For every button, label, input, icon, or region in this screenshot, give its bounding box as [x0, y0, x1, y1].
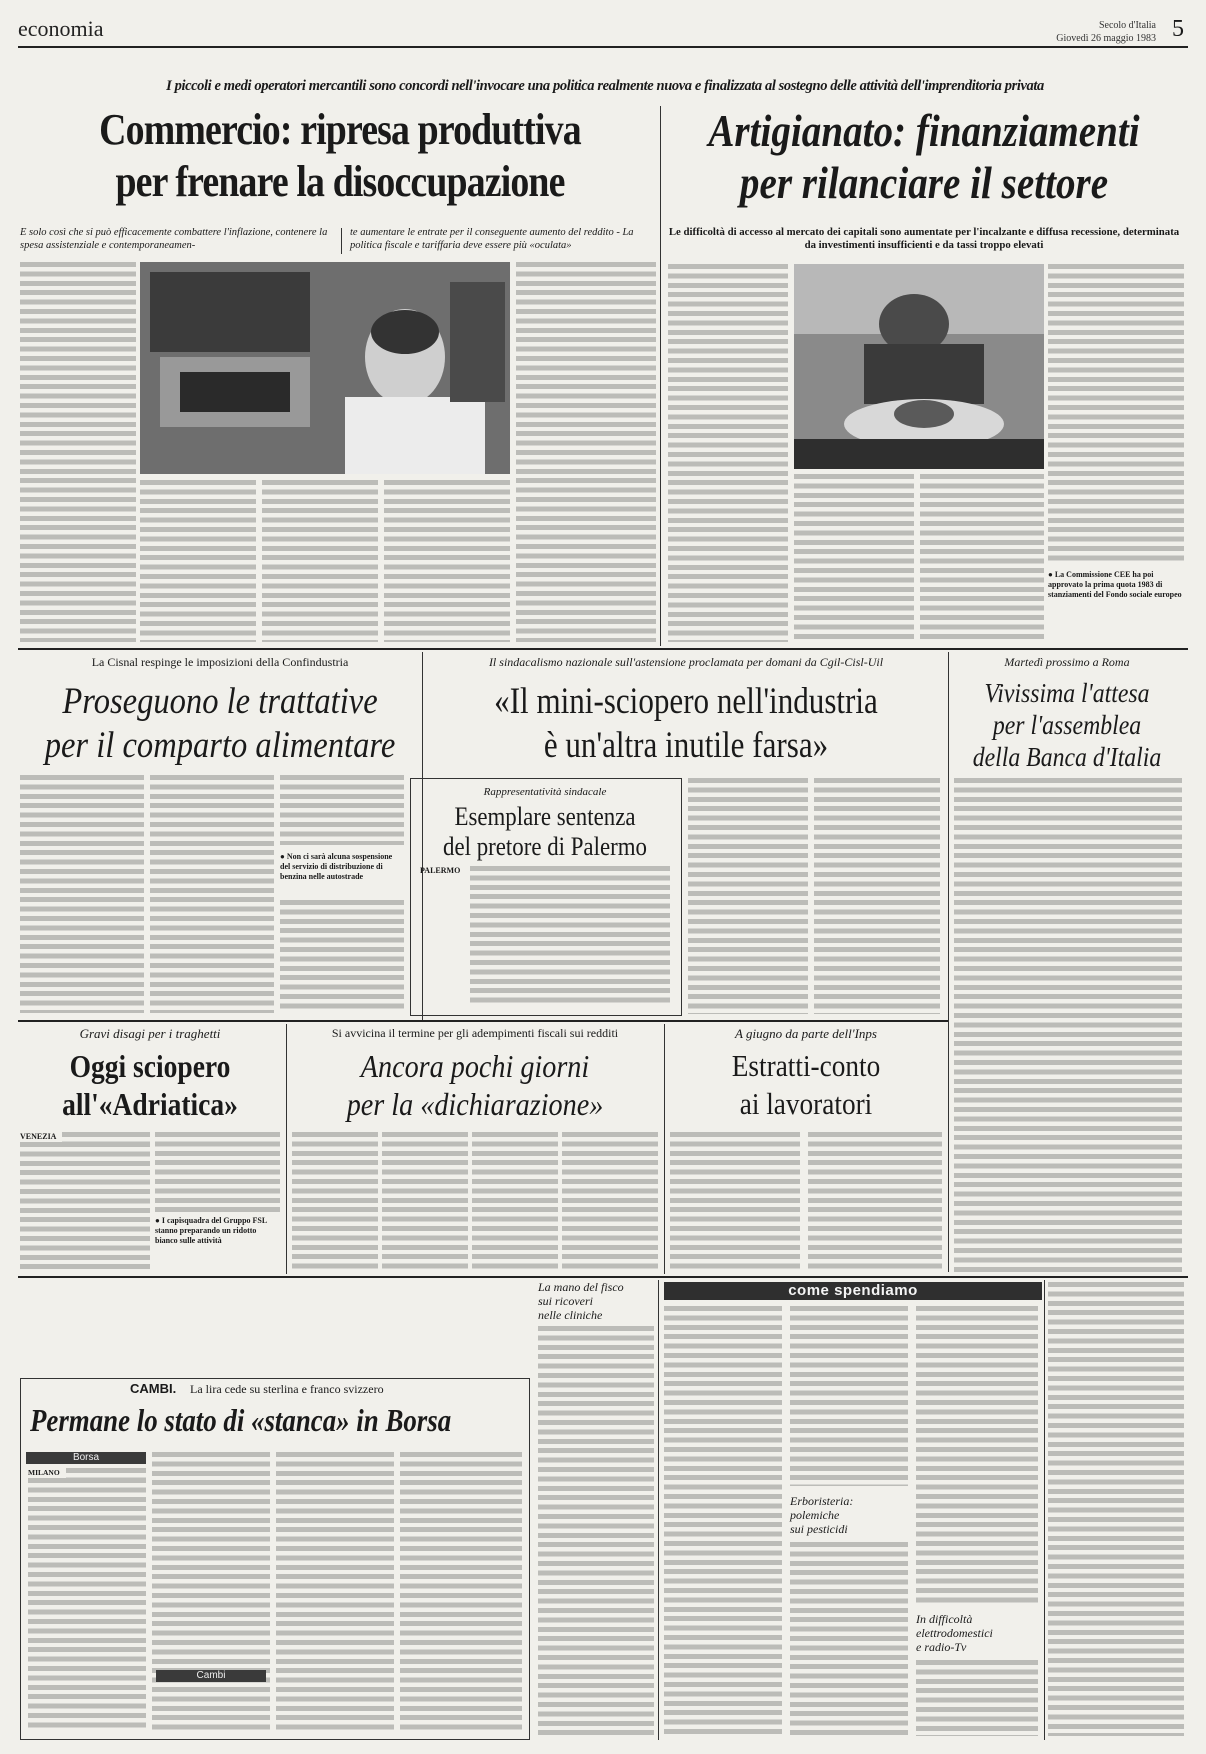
- cisnal-note: [280, 852, 404, 882]
- artigianato-note: [1048, 570, 1184, 600]
- artigianato-body-col2: [794, 474, 914, 642]
- fisco-kicker-line3: nelle cliniche: [538, 1308, 603, 1322]
- traghetti-dateline: VENEZIA: [20, 1132, 57, 1141]
- banca-title-line2: per l'assemblea: [992, 710, 1142, 740]
- palermo-title-line1: Esemplare sentenza: [454, 802, 636, 831]
- artigianato-title-line2: per rilanciare il settore: [739, 157, 1109, 208]
- palermo-dateline: PALERMO: [420, 866, 461, 875]
- traghetti-title-line2: all'«Adriatica»: [62, 1086, 238, 1122]
- commercio-title-line2: per frenare la disoccupazione: [115, 157, 565, 206]
- inps-title-line1: Estratti-conto: [731, 1048, 881, 1083]
- inps-kicker: A giugno da parte dell'Inps: [735, 1026, 877, 1041]
- cisnal-title-line2: per il comparto alimentare: [44, 725, 396, 766]
- artigianato-subtitle: Le difficoltà di accesso al mercato dei capitali sono aumentate per l'incalzante e diffusa recessione, determinata da investimenti insufficienti e da tassi troppo elevati: [668, 226, 1180, 251]
- artigianato-photo: [794, 264, 1044, 469]
- inps-title-line2: ai lavoratori: [739, 1086, 873, 1121]
- artigianato-body-col3: [920, 474, 1044, 642]
- borsa-label: Borsa: [72, 1452, 100, 1463]
- commercio-body-col3: [262, 480, 378, 642]
- spendiamo-banner: come spendiamo: [788, 1282, 918, 1299]
- page-number: 5: [1172, 16, 1184, 42]
- banca-title-line1: Vivissima l'attesa: [984, 678, 1150, 708]
- spendiamo-sub1-line2: polemiche: [790, 1508, 840, 1522]
- palermo-kicker: Rappresentatività sindacale: [483, 786, 607, 798]
- artigianato-note-text: La Commissione CEE ha poi approvato la prima quota 1983 di stanziamenti del Fondo sociale europeo: [1048, 570, 1182, 599]
- issue-date: Giovedì 26 maggio 1983: [1056, 33, 1156, 44]
- banca-kicker: Martedì prossimo a Roma: [1004, 655, 1130, 669]
- sciopero-kicker: Il sindacalismo nazionale sull'astensione proclamata per domani da Cgil-Cisl-Uil: [488, 655, 884, 669]
- banca-title-line3: della Banca d'Italia: [972, 742, 1162, 772]
- cisnal-note-text: Non ci sarà alcuna sospensione del servizio di distribuzione di benzina nelle autostrade: [280, 852, 393, 881]
- artigianato-body-col4: [1048, 264, 1184, 564]
- commercio-body-col4: [384, 480, 510, 642]
- commercio-subtitle-right: te aumentare le entrate per il conseguente aumento del reddito - La politica fiscale e tariffaria deve essere più «oculata»: [350, 227, 634, 251]
- fiscali-kicker: Si avvicina il termine per gli adempimenti fiscali sui redditi: [331, 1026, 619, 1040]
- fisco-kicker-line1: La mano del fisco: [538, 1280, 624, 1294]
- commercio-body-col1: [20, 262, 136, 642]
- traghetti-kicker: Gravi disagi per i traghetti: [79, 1026, 221, 1041]
- commercio-title-line1: Commercio: ripresa produttiva: [99, 105, 581, 154]
- commercio-body-col2: [140, 480, 256, 642]
- fisco-kicker-line2: sui ricoveri: [538, 1294, 593, 1308]
- cambi-dateline: MILANO: [28, 1468, 60, 1477]
- cisnal-title-line1: Proseguono le trattative: [62, 681, 378, 722]
- bullet-icon: ●: [1048, 570, 1053, 579]
- traghetti-note-text: I capisquadra del Gruppo FSL stanno preparando un ridotto bianco sulle attività: [155, 1216, 267, 1245]
- fiscali-title-line2: per la «dichiarazione»: [346, 1086, 604, 1122]
- section-rule-1: [18, 648, 1188, 650]
- cambi-kicker: La lira cede su sterlina e franco svizzero: [190, 1382, 384, 1396]
- spendiamo-sub2-line1: In difficoltà: [916, 1612, 973, 1626]
- commercio-subtitle-left: E solo così che si può efficacemente combattere l'inflazione, contenere la spesa assistenziale e contemporaneamen-: [20, 227, 328, 251]
- traghetti-title-line1: Oggi sciopero: [69, 1048, 231, 1084]
- artigianato-body-col1: [668, 264, 788, 642]
- palermo-title-line2: del pretore di Palermo: [443, 832, 647, 861]
- section-rule-2: [18, 1020, 948, 1022]
- bullet-icon: ●: [280, 852, 285, 861]
- sciopero-title-line1: «Il mini-sciopero nell'industria: [494, 681, 878, 722]
- commercio-body-col5: [516, 262, 656, 642]
- section-rule-3: [18, 1276, 1188, 1278]
- section-label: economia: [18, 16, 104, 41]
- artigianato-title-line1: Artigianato: finanziamenti: [708, 105, 1140, 156]
- paper-name: Secolo d'Italia: [1098, 20, 1156, 31]
- top-kicker: I piccoli e medi operatori mercantili sono concordi nell'invocare una politica realmente nuova e finalizzata al sostegno delle attività dell'imprenditoria privata: [166, 78, 1044, 94]
- spendiamo-sub2-line2: elettrodomestici: [916, 1626, 993, 1640]
- fiscali-title-line1: Ancora pochi giorni: [360, 1048, 590, 1084]
- header-rule: [18, 46, 1188, 48]
- spendiamo-sub1-line1: Erboristeria:: [790, 1494, 854, 1508]
- sciopero-title-line2: è un'altra inutile farsa»: [543, 725, 829, 766]
- bullet-icon: ●: [155, 1216, 160, 1225]
- cambi-sub-label: Cambi: [196, 1670, 226, 1681]
- spendiamo-sub1-line3: sui pesticidi: [790, 1522, 848, 1536]
- cambi-label: CAMBI.: [130, 1381, 177, 1396]
- cisnal-kicker: La Cisnal respinge le imposizioni della Confindustria: [91, 655, 349, 669]
- traghetti-note: [155, 1216, 280, 1246]
- top-column-rule: [660, 106, 661, 646]
- spendiamo-sub2-line3: e radio-Tv: [916, 1640, 967, 1654]
- cambi-title: Permane lo stato di «stanca» in Borsa: [30, 1402, 452, 1438]
- commercio-photo: [140, 262, 510, 474]
